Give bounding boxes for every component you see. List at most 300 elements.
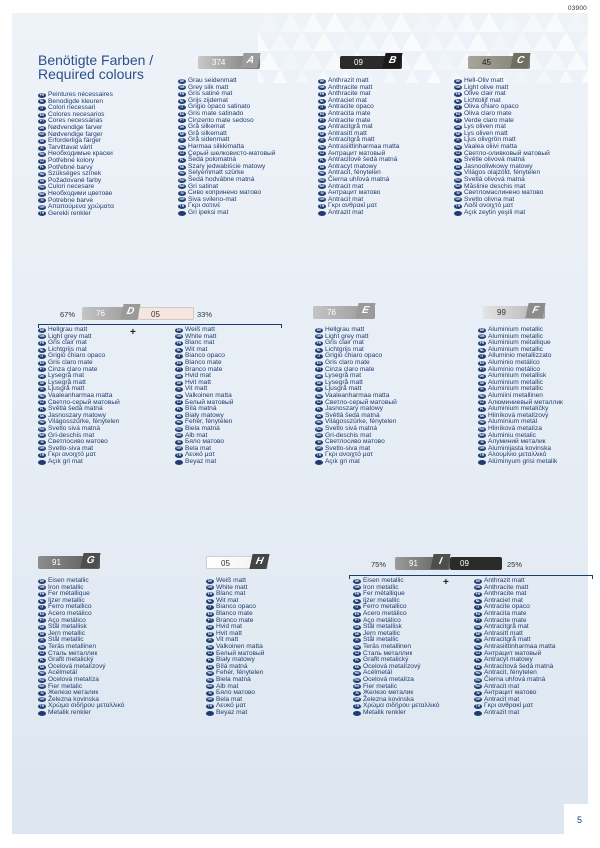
language-flag-icon: SE xyxy=(39,138,45,143)
list-item-text: White matt xyxy=(216,583,248,591)
list-item-text: Gri satinat xyxy=(188,182,219,190)
triangle-shape xyxy=(401,70,423,83)
list-item-text: Oliva claro mate xyxy=(464,109,512,117)
list-item-text: Blanco mate xyxy=(185,358,222,366)
list-item-text: Antracit mat xyxy=(484,682,520,690)
list-item-text: Antracitgrå matt xyxy=(484,636,531,644)
list-item-text: Blanco mate xyxy=(216,609,253,617)
language-flag-icon: FR xyxy=(319,91,325,96)
list-item-text: Lysegrå matt xyxy=(48,378,86,386)
list-item-text: Antracitgrå mat xyxy=(328,123,373,131)
language-flag-icon: NL xyxy=(39,598,45,603)
list-item-text: Anthracite mat xyxy=(328,90,371,98)
language-flag-icon: PL xyxy=(176,406,182,411)
triangle-shape xyxy=(258,13,280,32)
language-flag-icon: GR xyxy=(179,197,185,202)
triangle-shape xyxy=(390,13,412,32)
list-item-text: Açık gri mat xyxy=(325,457,360,465)
language-flag-icon: SI xyxy=(315,440,323,445)
list-item-text: Grau seidenmatt xyxy=(188,77,237,84)
list-item-text: Vaaleanharmaa matta xyxy=(325,391,390,399)
color-chip-g xyxy=(38,556,100,569)
triangle-shape xyxy=(258,51,280,70)
language-flag-icon: GR xyxy=(455,197,461,202)
language-flag-icon: HU xyxy=(39,171,45,176)
language-flag-icon: IT xyxy=(175,354,183,359)
triangle-shape xyxy=(566,51,588,70)
language-flag-icon: BG xyxy=(316,433,322,438)
language-flag-icon: RU xyxy=(39,152,45,157)
list-item-text: Antracit mat xyxy=(328,182,364,190)
language-flag-icon: SK xyxy=(39,413,45,418)
language-flag-icon: HU xyxy=(455,171,461,176)
language-flag-icon: IT xyxy=(38,605,46,610)
language-flag-icon: RU xyxy=(319,144,325,149)
color-chip-b xyxy=(340,56,402,69)
list-item-text: Железо металик xyxy=(48,689,99,697)
list-item-text: Szükséges színek xyxy=(48,170,102,178)
list-item-text: Požadované farby xyxy=(48,176,102,184)
language-flag-icon: IT xyxy=(318,105,326,110)
language-flag-icon: IT xyxy=(178,105,186,110)
list-item-text: Antracit mat xyxy=(484,695,520,703)
list-item xyxy=(478,459,563,466)
list-item-text: Hvid mat xyxy=(216,623,243,631)
language-flag-icon: DE xyxy=(316,327,322,332)
language-flag-icon: DE xyxy=(207,578,213,583)
language-flag-icon: SI xyxy=(175,440,183,445)
language-flag-icon: CZ xyxy=(316,400,322,405)
list-item-text: Antracitová šedá matná xyxy=(484,662,554,670)
list-item-text: Peintures nécessaires xyxy=(48,91,113,98)
language-flag-icon: PT xyxy=(479,367,485,372)
list-item-text: Čierna uhľová matná xyxy=(484,675,546,683)
language-flag-icon: CZ xyxy=(455,151,461,156)
list-item-text: Szary jedwabiście matowy xyxy=(188,162,266,170)
list-item-text: Colores necesarios xyxy=(48,110,105,118)
language-legend xyxy=(38,92,114,217)
language-flag-icon: FR xyxy=(354,591,360,596)
language-flag-icon: DK xyxy=(207,624,213,629)
language-flag-icon: GR xyxy=(39,204,45,209)
language-flag-icon: PL xyxy=(39,657,45,662)
list-item-text: Nødvendige farver xyxy=(48,123,103,131)
chip-g-letter: G xyxy=(80,553,100,568)
list-item xyxy=(38,710,124,717)
list-item xyxy=(38,459,120,466)
language-flag-icon: DK xyxy=(176,373,182,378)
triangle-shape xyxy=(346,13,368,32)
list-item-text: Antrazit mat xyxy=(484,708,520,716)
language-flag-icon: DK xyxy=(479,373,485,378)
language-flag-icon: GB xyxy=(39,334,45,339)
language-flag-icon: TR xyxy=(39,453,45,458)
language-flag-icon: FR xyxy=(39,591,45,596)
language-flag-icon: FI xyxy=(38,638,46,643)
language-flag-icon: IT xyxy=(315,354,323,359)
list-item-text: Светло-оливковый матовый xyxy=(464,149,550,157)
triangle-shape xyxy=(566,13,588,32)
language-flag-icon xyxy=(38,711,46,716)
list-item-text: Verde claro mate xyxy=(464,116,514,124)
list-item-text: Gris clair mat xyxy=(325,339,364,347)
language-flag-icon: NL xyxy=(455,98,461,103)
list-item-text: Jern metallic xyxy=(48,629,86,637)
triangle-shape xyxy=(533,32,555,51)
list-item-text: Antrasiittinharmaa matta xyxy=(484,642,556,650)
list-item-text: Gerekli renkler xyxy=(48,209,91,217)
list-item-text: Erforderliga färger xyxy=(48,137,102,145)
list-item-text: Antracite mate xyxy=(484,616,527,624)
language-flag-icon: DE xyxy=(179,78,185,83)
language-flag-icon: FI xyxy=(474,638,482,643)
triangle-shape xyxy=(511,32,533,51)
list-item-text: Светлосиво матово xyxy=(48,438,108,446)
chip-e-letter: E xyxy=(355,303,375,318)
list-item-text: Teräs metallinen xyxy=(48,642,97,650)
list-item-text: Alb mat xyxy=(185,431,208,439)
list-item-text: Светло-серый матовый xyxy=(48,398,120,406)
language-flag-icon: PL xyxy=(455,157,461,162)
list-item-text: Gris satiné mat xyxy=(188,90,233,98)
list-item-text: Bela mat xyxy=(185,444,212,452)
list-item-text: Tarvittavat värit xyxy=(48,143,93,151)
triangle-shape xyxy=(291,32,313,51)
list-item-text: Необходими цветове xyxy=(48,189,113,197)
language-flag-icon: DK xyxy=(354,624,360,629)
list-item-text: Bílá matná xyxy=(216,662,248,670)
chip-h-letter: H xyxy=(249,554,269,569)
list-item-text: Potrebne barve xyxy=(48,196,94,204)
language-flag-icon: ES xyxy=(39,611,45,616)
list-item-text: Jasnoszary matowy xyxy=(325,405,383,413)
list-item-text: Alb mat xyxy=(216,682,239,690)
language-flag-icon: ES xyxy=(455,111,461,116)
language-flag-icon: RO xyxy=(39,426,45,431)
list-item-text: Açık gri mat xyxy=(48,457,83,465)
language-flag-icon: HU xyxy=(475,671,481,676)
language-flag-icon: SI xyxy=(38,691,46,696)
list-item-text: Необходимые краски xyxy=(48,150,113,158)
list-item-text: Fehér, fénytelen xyxy=(216,669,264,677)
chip-i-letter: I xyxy=(430,554,450,569)
language-flag-icon: RO xyxy=(319,177,325,182)
list-item-text: Teräs metallinen xyxy=(363,642,412,650)
language-flag-icon: PT xyxy=(475,618,481,623)
list-item-text: Αλουμίνιο μεταλλικό xyxy=(488,451,547,459)
language-flag-icon: DE xyxy=(354,578,360,583)
language-flag-icon: SK xyxy=(39,178,45,183)
language-flag-icon: BG xyxy=(176,433,182,438)
list-item-text: Алуминий металик xyxy=(488,438,546,446)
language-flag-icon: PL xyxy=(39,165,45,170)
language-flag-icon: HU xyxy=(176,420,182,425)
chip-i-percent-right: 25% xyxy=(507,560,523,569)
language-flag-icon: DK xyxy=(455,124,461,129)
list-item-text: Gris clair mat xyxy=(48,339,87,347)
list-item-text: Alluminio metallizzato xyxy=(488,352,552,360)
language-flag-icon: FI xyxy=(318,138,326,143)
list-item-text: Potřebné barvy xyxy=(48,163,93,171)
chip-g-number: 91 xyxy=(52,558,61,567)
list-item-text: Anthrazit matt xyxy=(328,77,369,84)
color-chip-e xyxy=(313,306,375,319)
language-flag-icon xyxy=(175,460,183,465)
list-item-text: Grå sidenmatt xyxy=(188,136,230,144)
list-item-text: Hvit matt xyxy=(185,378,212,386)
list-item-text: Light grey matt xyxy=(48,332,92,340)
triangle-shape xyxy=(555,32,577,51)
list-item-text: Fer métallique xyxy=(363,590,405,598)
language-flag-icon: PT xyxy=(319,118,325,123)
list-item-text: Aluminium metallic xyxy=(488,345,543,353)
language-flag-icon: PT xyxy=(39,119,45,124)
language-flag-icon: FR xyxy=(316,340,322,345)
list-item-text: Vit matt xyxy=(185,385,208,393)
language-flag-icon: PL xyxy=(179,157,185,162)
list-item-text: Aluminijasta kovinska xyxy=(488,444,552,452)
language-flag-icon xyxy=(178,211,186,216)
list-item-text: Valkoinen matta xyxy=(216,642,263,650)
list-item-text: Hliníková metalízový xyxy=(488,411,549,419)
list-item-text: Šedá hodvábne matná xyxy=(188,175,255,183)
language-flag-icon: RU xyxy=(39,393,45,398)
list-item-text: Antrasitt matt xyxy=(328,129,367,137)
color-list-a xyxy=(178,78,275,216)
language-flag-icon xyxy=(315,460,323,465)
language-flag-icon: GB xyxy=(207,585,213,590)
list-item-text: Светлосиво матово xyxy=(325,438,385,446)
language-flag-icon: TR xyxy=(207,704,213,709)
color-list-e xyxy=(315,327,397,465)
title-line-2: Required colours xyxy=(38,66,144,82)
chip-e-number: 76 xyxy=(327,308,336,317)
language-flag-icon: HU xyxy=(207,671,213,676)
list-item-text: Alumínio metálico xyxy=(488,365,541,373)
list-item-text: Anthracite mat xyxy=(484,590,527,598)
color-list-f xyxy=(478,327,563,465)
list-item-text: White matt xyxy=(185,332,217,340)
language-flag-icon: SK xyxy=(316,413,322,418)
language-flag-icon: GR xyxy=(176,446,182,451)
list-item-text: Beyaz mat xyxy=(185,457,217,465)
language-flag-icon: ES xyxy=(319,111,325,116)
list-item-text: Λευκό ματ xyxy=(216,702,246,710)
language-flag-icon: SE xyxy=(39,380,45,385)
triangle-shape xyxy=(445,32,467,51)
language-flag-icon: BG xyxy=(179,184,185,189)
list-item-text: Vaalea oliivi matta xyxy=(464,142,518,150)
language-flag-icon: SE xyxy=(176,380,182,385)
list-item-text: Açık zeytin yeşili mat xyxy=(464,208,526,216)
list-item-text: Světle olivová matná xyxy=(464,156,525,164)
list-item-text: Colori necessari xyxy=(48,104,96,112)
language-flag-icon: NO xyxy=(39,132,45,137)
language-flag-icon: DK xyxy=(39,125,45,130)
title-line-1: Benötigte Farben / xyxy=(38,52,154,68)
language-flag-icon: RU xyxy=(354,644,360,649)
language-flag-icon: ES xyxy=(316,360,322,365)
list-item-text: Beyaz mat xyxy=(216,708,248,716)
list-item-text: Γκρι ανθρακί ματ xyxy=(484,702,534,710)
list-item-text: Grafit metalický xyxy=(363,656,409,664)
list-item-text: Lysegrå mat xyxy=(48,372,85,380)
list-item-text: Antraciet mat xyxy=(484,596,523,604)
list-item-text: Világosszürke, fénytelen xyxy=(48,418,120,426)
list-item-text: Light olive matt xyxy=(464,83,509,91)
language-flag-icon xyxy=(474,711,482,716)
triangle-shape xyxy=(456,13,478,32)
list-item-text: Hell-Oliv matt xyxy=(464,77,504,84)
language-flag-icon: SI xyxy=(178,191,186,196)
color-list-h xyxy=(206,578,264,716)
triangle-shape xyxy=(401,32,423,51)
language-flag-icon: TR xyxy=(179,204,185,209)
language-flag-icon: DE xyxy=(319,78,325,83)
list-item-text: Χρώμα σιδήρου μεταλλικό xyxy=(363,702,440,710)
language-flag-icon: SE xyxy=(455,131,461,136)
language-flag-icon: GB xyxy=(39,585,45,590)
list-item-text: Branco mate xyxy=(185,365,223,373)
triangle-shape xyxy=(423,32,445,51)
language-flag-icon: NL xyxy=(176,347,182,352)
list-item-text: Biały matowy xyxy=(216,656,255,664)
triangle-shape xyxy=(467,32,489,51)
language-flag-icon: FR xyxy=(39,340,45,345)
list-item-text: Acero metálico xyxy=(363,609,407,617)
list-item-text: Bianco opaco xyxy=(216,603,256,611)
language-flag-icon: FR xyxy=(39,92,45,97)
triangle-shape xyxy=(379,32,401,51)
chip-d-plus-sign: + xyxy=(130,327,136,338)
triangle-shape xyxy=(368,13,390,32)
list-item-text: Антрацит матовый xyxy=(328,149,386,157)
language-flag-icon: SE xyxy=(39,631,45,636)
language-flag-icon: BG xyxy=(207,684,213,689)
list-item xyxy=(38,211,114,218)
language-flag-icon: NL xyxy=(39,347,45,352)
list-item-text: Aluminium metallic xyxy=(488,326,543,333)
list-item-text: Čierna uhľová matná xyxy=(328,175,390,183)
chip-d-number-left: 76 xyxy=(96,309,105,318)
list-item-text: Λαδί ανοιχτό ματ xyxy=(464,202,514,210)
language-flag-icon: CZ xyxy=(176,400,182,405)
list-item-text: Weiß matt xyxy=(185,326,215,333)
color-chip-f xyxy=(483,306,545,319)
list-item xyxy=(206,710,264,717)
language-flag-icon: FR xyxy=(176,340,182,345)
color-list-g xyxy=(38,578,124,716)
language-flag-icon: CZ xyxy=(479,400,485,405)
list-item-text: Acero metálico xyxy=(48,609,92,617)
language-flag-icon: RO xyxy=(207,677,213,682)
list-item-text: Antrasiittinharmaa matta xyxy=(328,142,400,150)
list-item-text: Ocelová metalíza xyxy=(363,675,414,683)
list-item-text: Fer métallique xyxy=(48,590,90,598)
list-item-text: Сталь металлик xyxy=(363,649,413,657)
language-flag-icon: CZ xyxy=(39,158,45,163)
list-item-text: Svetlo olivna mat xyxy=(464,195,515,203)
language-flag-icon: ES xyxy=(479,360,485,365)
list-item-text: Branco mate xyxy=(216,616,254,624)
language-flag-icon: HU xyxy=(39,420,45,425)
language-flag-icon: SK xyxy=(479,413,485,418)
list-item-text: Wit mat xyxy=(185,345,208,353)
list-item-text: Antrazit mat xyxy=(328,208,364,216)
chip-d-letter: D xyxy=(120,304,140,319)
list-item-text: Light grey matt xyxy=(325,332,369,340)
language-flag-icon: TR xyxy=(354,704,360,709)
list-item-text: Γκρι ανοιχτό ματ xyxy=(325,451,373,459)
language-flag-icon: FI xyxy=(38,146,46,151)
language-flag-icon: PL xyxy=(319,157,325,162)
list-item-text: Antracitově šedá matná xyxy=(328,156,398,164)
language-flag-icon: FI xyxy=(454,138,462,143)
list-item-text: Oliva chiaro opaco xyxy=(464,103,519,111)
list-item-text: Világosszürke, fénytelen xyxy=(325,418,397,426)
color-list-i-left xyxy=(353,578,439,716)
list-item-text: Hvit matt xyxy=(216,629,243,637)
list-item-text: Gri-deschis mat xyxy=(48,431,95,439)
language-flag-icon: RU xyxy=(455,144,461,149)
list-item-text: Vit matt xyxy=(216,636,239,644)
triangle-shape xyxy=(423,70,445,83)
language-flag-icon xyxy=(478,460,486,465)
list-item-text: Grå silkemat xyxy=(188,123,226,131)
list-item-text: Бяло матово xyxy=(185,438,225,446)
list-item-text: Lichtgrijs mat xyxy=(325,345,364,353)
list-item-text: Απαιτούμενα χρώματα xyxy=(48,203,114,211)
language-flag-icon: IT xyxy=(478,354,486,359)
language-flag-icon: TR xyxy=(39,211,45,216)
list-item-text: Fehér, fénytelen xyxy=(185,418,233,426)
language-flag-icon: FI xyxy=(175,387,183,392)
language-flag-icon: GB xyxy=(316,334,322,339)
triangle-shape xyxy=(544,13,566,32)
language-flag-icon: RU xyxy=(316,393,322,398)
triangle-shape xyxy=(280,13,302,32)
language-flag-icon: NL xyxy=(475,598,481,603)
color-chip-a xyxy=(198,56,260,69)
language-flag-icon: SK xyxy=(475,664,481,669)
language-flag-icon: ES xyxy=(179,111,185,116)
language-flag-icon: FR xyxy=(475,591,481,596)
language-flag-icon: PT xyxy=(39,367,45,372)
language-flag-icon: GR xyxy=(39,446,45,451)
language-flag-icon: SI xyxy=(38,198,46,203)
list-item-text: Aluminium metallic xyxy=(488,378,543,386)
list-item-text: Olive clair mat xyxy=(464,90,506,98)
language-flag-icon: NL xyxy=(479,347,485,352)
language-flag-icon: DK xyxy=(179,124,185,129)
language-flag-icon: NL xyxy=(354,598,360,603)
list-item-text: Jasnoszary matowy xyxy=(48,411,106,419)
language-flag-icon: ES xyxy=(354,611,360,616)
list-item-text: Anthracite matt xyxy=(328,83,373,91)
language-flag-icon: IT xyxy=(474,605,482,610)
language-flag-icon: CZ xyxy=(179,151,185,156)
list-item-text: Măslinie deschis mat xyxy=(464,182,526,190)
language-flag-icon: FI xyxy=(206,638,214,643)
list-item-text: Antracite mate xyxy=(328,116,371,124)
list-item-text: Svetlá olivová matná xyxy=(464,175,525,183)
list-item-text: Antrasitt matt xyxy=(484,629,523,637)
language-flag-icon: PL xyxy=(479,406,485,411)
chip-h-number: 05 xyxy=(221,559,230,568)
language-flag-icon: GR xyxy=(39,697,45,702)
list-item-text: Acélmetál xyxy=(48,669,77,677)
chip-d-letter-anchor xyxy=(124,306,136,320)
